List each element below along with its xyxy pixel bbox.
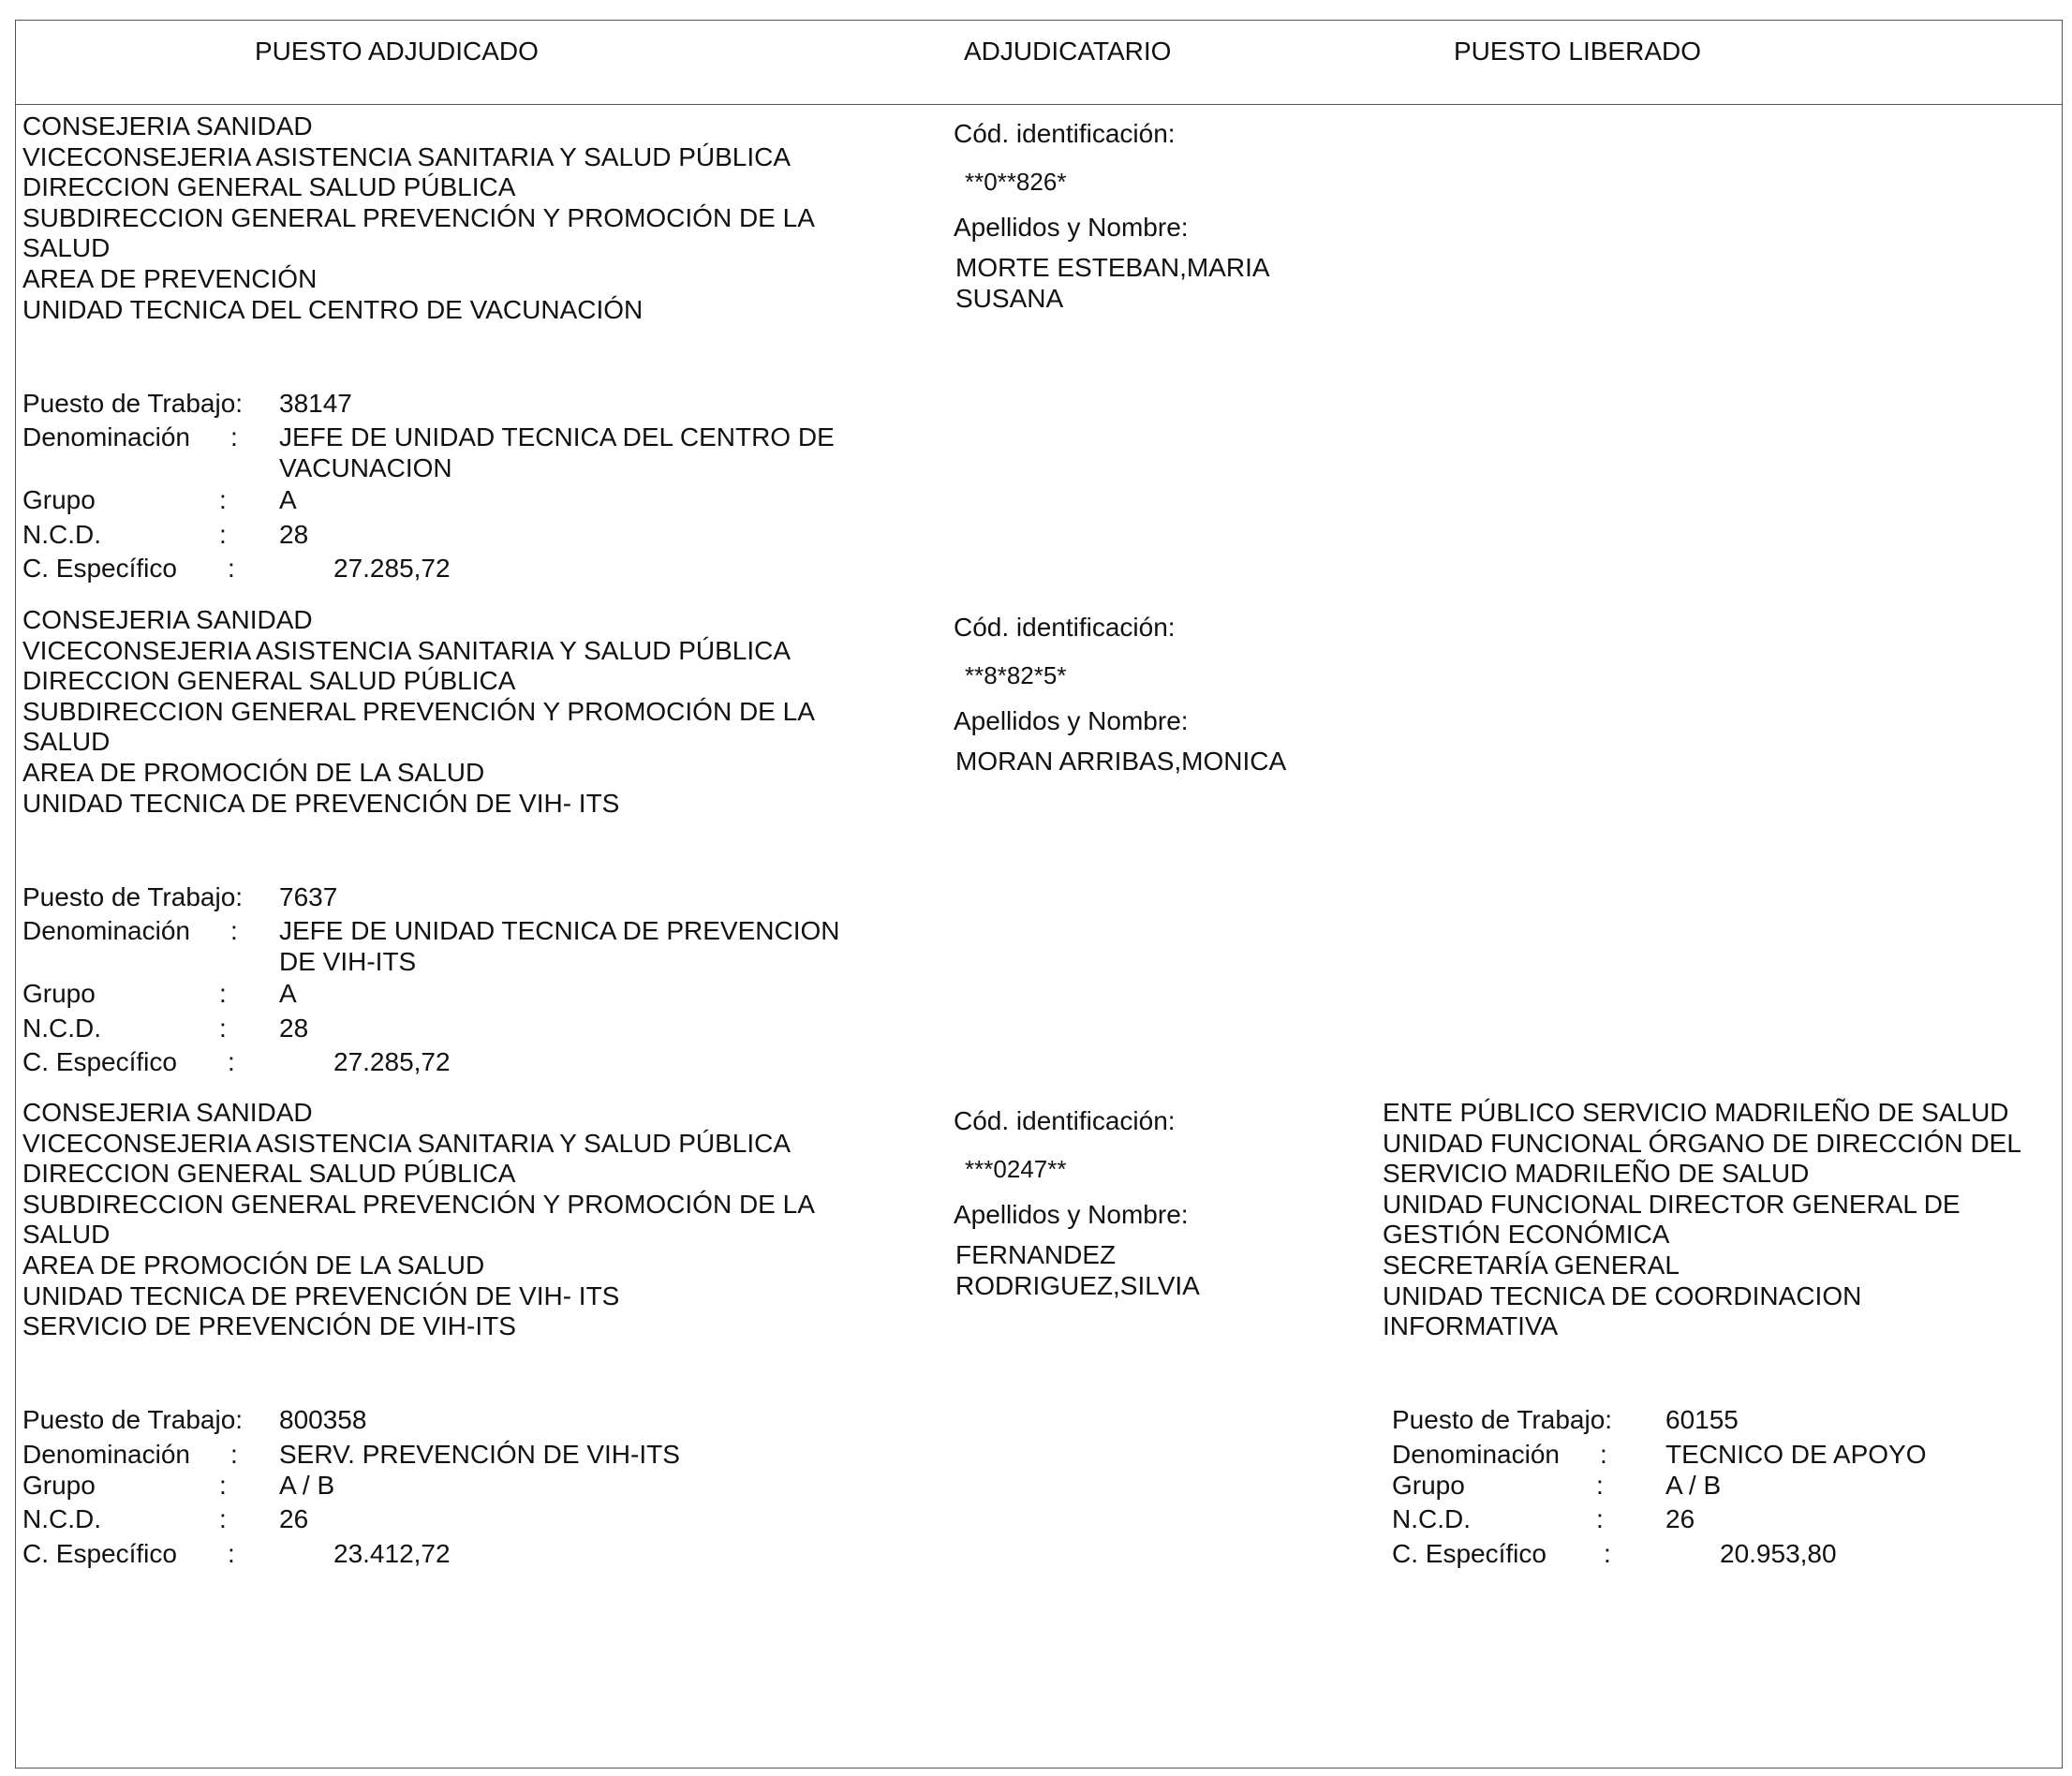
- nombre-line: MORTE ESTEBAN,MARIA: [955, 253, 1270, 282]
- entry-3-cod-label: Cód. identificación:: [954, 1106, 1176, 1135]
- liberado-ncd-value: 26: [1665, 1504, 1695, 1533]
- org-line: SUBDIRECCION GENERAL PREVENCIÓN Y PROMOCIÓN DE LA: [22, 1189, 815, 1219]
- header-puesto-liberado: PUESTO LIBERADO: [1454, 37, 1702, 66]
- entry-2-grupo-label: Grupo: [22, 979, 96, 1008]
- entry-3-nombre-value: [955, 1240, 1200, 1301]
- org-line: ENTE PÚBLICO SERVICIO MADRILEÑO DE SALUD: [1383, 1098, 2009, 1127]
- entry-3-puesto-value: 800358: [279, 1405, 367, 1434]
- entry-1-nombre-label: Apellidos y Nombre:: [954, 213, 1189, 242]
- entry-2-denominacion-label: Denominación: [22, 916, 190, 945]
- entry-2-grupo-colon: :: [219, 979, 227, 1008]
- entry-3-org-path: [22, 1098, 815, 1342]
- entry-2-especifico-colon: :: [228, 1047, 235, 1076]
- denominacion-line: JEFE DE UNIDAD TECNICA DEL CENTRO DE: [279, 422, 835, 451]
- org-line: AREA DE PROMOCIÓN DE LA SALUD: [22, 1250, 485, 1280]
- denominacion-line: DE VIH-ITS: [279, 946, 417, 976]
- org-line: DIRECCION GENERAL SALUD PÚBLICA: [22, 1159, 516, 1189]
- entry-1-denominacion-colon: :: [230, 422, 238, 451]
- org-line: VICECONSEJERIA ASISTENCIA SANITARIA Y SALUD PÚBLICA: [22, 635, 792, 665]
- entry-1-denominacion-value: [279, 422, 835, 483]
- liberado-grupo-label: Grupo: [1392, 1471, 1465, 1500]
- liberado-grupo-colon: :: [1596, 1471, 1604, 1500]
- entry-3-liberado-org-path: [1383, 1098, 2021, 1342]
- org-line: SERVICIO DE PREVENCIÓN DE VIH-ITS: [22, 1311, 516, 1341]
- entry-3-especifico-colon: :: [228, 1539, 235, 1568]
- entry-3-denominacion-value: [279, 1440, 680, 1471]
- liberado-puesto-label: Puesto de Trabajo:: [1392, 1405, 1613, 1434]
- liberado-especifico-label: C. Específico: [1392, 1539, 1547, 1568]
- entry-1-cod-label: Cód. identificación:: [954, 119, 1176, 148]
- org-line: CONSEJERIA SANIDAD: [22, 1098, 313, 1127]
- entry-2-especifico-value: 27.285,72: [333, 1047, 451, 1076]
- entry-1-cod-value: **0**826*: [965, 168, 1067, 196]
- org-line: UNIDAD FUNCIONAL DIRECTOR GENERAL DE: [1383, 1189, 1961, 1219]
- entry-1-denominacion-label: Denominación: [22, 422, 190, 451]
- org-line: AREA DE PROMOCIÓN DE LA SALUD: [22, 757, 485, 787]
- entry-1-ncd-label: N.C.D.: [22, 520, 101, 549]
- entry-2-cod-label: Cód. identificación:: [954, 613, 1176, 642]
- org-line: DIRECCION GENERAL SALUD PÚBLICA: [22, 666, 516, 696]
- liberado-denominacion-value: TECNICO DE APOYO: [1665, 1440, 1927, 1469]
- entry-2-puesto-label: Puesto de Trabajo:: [22, 882, 244, 911]
- entry-1-org-path: [22, 111, 815, 325]
- entry-2-grupo-value: A: [279, 979, 297, 1008]
- org-line: CONSEJERIA SANIDAD: [22, 605, 313, 634]
- org-line: SALUD: [22, 233, 111, 263]
- entry-2-denominacion-value: [279, 916, 839, 977]
- org-line: GESTIÓN ECONÓMICA: [1383, 1220, 1670, 1250]
- org-line: SALUD: [22, 1220, 111, 1250]
- entry-1-grupo-colon: :: [219, 485, 227, 514]
- entry-3-especifico-value: 23.412,72: [333, 1539, 451, 1568]
- entry-1-ncd-colon: :: [219, 520, 227, 549]
- entry-2-cod-value: **8*82*5*: [965, 661, 1067, 689]
- org-line: UNIDAD TECNICA DE PREVENCIÓN DE VIH- ITS: [22, 1280, 620, 1310]
- nombre-line: FERNANDEZ: [955, 1240, 1117, 1269]
- entry-3-grupo-value: A / B: [279, 1471, 335, 1500]
- entry-3-denominacion-colon: :: [230, 1440, 238, 1469]
- org-line: DIRECCION GENERAL SALUD PÚBLICA: [22, 172, 516, 202]
- org-line: UNIDAD TECNICA DE PREVENCIÓN DE VIH- ITS: [22, 788, 620, 818]
- entry-2-ncd-value: 28: [279, 1014, 309, 1043]
- entry-1-nombre-value: [955, 253, 1270, 314]
- entry-2-puesto-value: 7637: [279, 882, 338, 911]
- entry-1-puesto-value: 38147: [279, 389, 352, 418]
- nombre-line: MORAN ARRIBAS,MONICA: [955, 747, 1287, 776]
- denominacion-line: JEFE DE UNIDAD TECNICA DE PREVENCION: [279, 916, 840, 945]
- org-line: CONSEJERIA SANIDAD: [22, 111, 313, 141]
- liberado-grupo-value: A / B: [1665, 1471, 1722, 1500]
- entry-1-puesto-label: Puesto de Trabajo:: [22, 389, 244, 418]
- liberado-puesto-value: 60155: [1665, 1405, 1739, 1434]
- nombre-line: SUSANA: [955, 283, 1064, 313]
- org-line: SALUD: [22, 727, 111, 757]
- org-line: INFORMATIVA: [1383, 1311, 1559, 1341]
- entry-1-grupo-label: Grupo: [22, 485, 96, 514]
- entry-2-ncd-label: N.C.D.: [22, 1014, 101, 1043]
- entry-2-ncd-colon: :: [219, 1014, 227, 1043]
- liberado-ncd-colon: :: [1596, 1504, 1604, 1533]
- liberado-especifico-value: 20.953,80: [1720, 1539, 1837, 1568]
- header-divider: [15, 104, 2063, 105]
- org-line: UNIDAD TECNICA DE COORDINACION: [1383, 1280, 1862, 1310]
- entry-2-especifico-label: C. Específico: [22, 1047, 177, 1076]
- liberado-ncd-label: N.C.D.: [1392, 1504, 1471, 1533]
- org-line: VICECONSEJERIA ASISTENCIA SANITARIA Y SALUD PÚBLICA: [22, 141, 792, 171]
- org-line: SERVICIO MADRILEÑO DE SALUD: [1383, 1159, 1810, 1189]
- entry-1-grupo-value: A: [279, 485, 297, 514]
- entry-3-grupo-label: Grupo: [22, 1471, 96, 1500]
- entry-3-grupo-colon: :: [219, 1471, 227, 1500]
- entry-3-ncd-colon: :: [219, 1504, 227, 1533]
- entry-3-denominacion-label: Denominación: [22, 1440, 190, 1469]
- entry-1-ncd-value: 28: [279, 520, 309, 549]
- denominacion-line: VACUNACION: [279, 452, 452, 482]
- org-line: UNIDAD TECNICA DEL CENTRO DE VACUNACIÓN: [22, 294, 644, 324]
- entry-2-org-path: [22, 605, 815, 819]
- org-line: AREA DE PREVENCIÓN: [22, 263, 318, 293]
- denominacion-line: SERV. PREVENCIÓN DE VIH-ITS: [279, 1440, 680, 1469]
- liberado-denominacion-colon: :: [1600, 1440, 1607, 1469]
- entry-1-especifico-label: C. Específico: [22, 554, 177, 583]
- entry-3-cod-value: ***0247**: [965, 1155, 1067, 1183]
- org-line: VICECONSEJERIA ASISTENCIA SANITARIA Y SALUD PÚBLICA: [22, 1128, 792, 1158]
- entry-3-nombre-label: Apellidos y Nombre:: [954, 1200, 1189, 1229]
- entry-3-especifico-label: C. Específico: [22, 1539, 177, 1568]
- org-line: SECRETARÍA GENERAL: [1383, 1250, 1680, 1280]
- entry-2-denominacion-colon: :: [230, 916, 238, 945]
- entry-1-especifico-value: 27.285,72: [333, 554, 451, 583]
- org-line: SUBDIRECCION GENERAL PREVENCIÓN Y PROMOCIÓN DE LA: [22, 696, 815, 726]
- header-adjudicatario: ADJUDICATARIO: [964, 37, 1172, 66]
- org-line: SUBDIRECCION GENERAL PREVENCIÓN Y PROMOCIÓN DE LA: [22, 202, 815, 232]
- header-puesto-adjudicado: PUESTO ADJUDICADO: [255, 37, 539, 66]
- entry-2-nombre-label: Apellidos y Nombre:: [954, 706, 1189, 735]
- nombre-line: RODRIGUEZ,SILVIA: [955, 1270, 1200, 1300]
- entry-1-especifico-colon: :: [228, 554, 235, 583]
- entry-2-nombre-value: [955, 747, 1286, 777]
- entry-3-ncd-value: 26: [279, 1504, 309, 1533]
- org-line: UNIDAD FUNCIONAL ÓRGANO DE DIRECCIÓN DEL: [1383, 1128, 2021, 1158]
- entry-3-puesto-label: Puesto de Trabajo:: [22, 1405, 244, 1434]
- liberado-denominacion-label: Denominación: [1392, 1440, 1560, 1469]
- liberado-especifico-colon: :: [1604, 1539, 1611, 1568]
- entry-3-ncd-label: N.C.D.: [22, 1504, 101, 1533]
